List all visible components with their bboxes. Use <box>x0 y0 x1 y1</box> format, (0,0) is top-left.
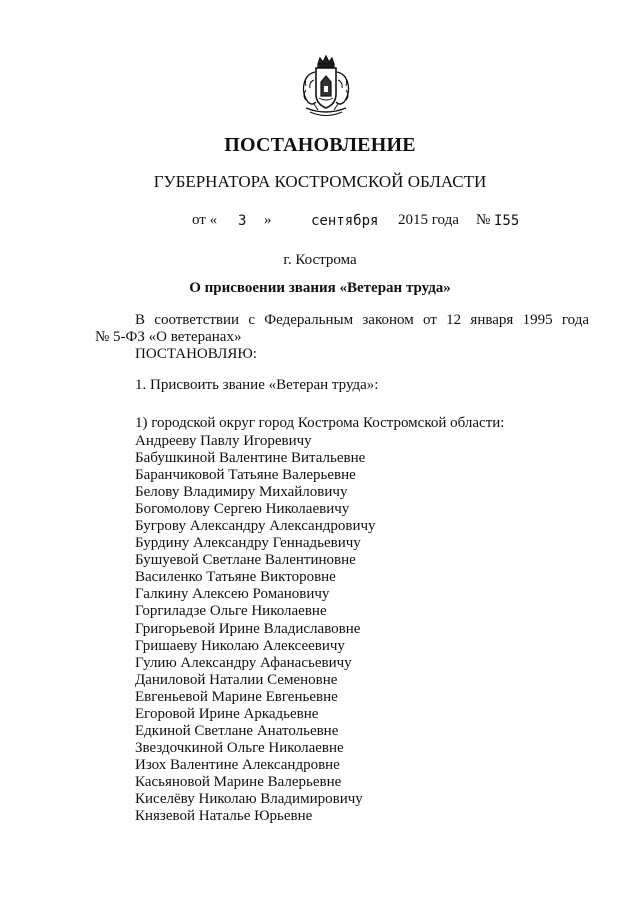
document-number: I55 <box>494 213 520 229</box>
coat-of-arms-icon <box>294 52 358 120</box>
list-item: Андрееву Павлу Игоревичу <box>135 433 312 449</box>
list-item: Даниловой Наталии Семеновне <box>135 671 338 688</box>
document-title: ПОСТАНОВЛЕНИЕ <box>224 134 416 156</box>
list-item: Евгеньевой Марине Евгеньевне <box>135 688 338 705</box>
list-item: Киселёву Николаю Владимировичу <box>135 790 363 807</box>
list-item: Белову Владимиру Михайловичу <box>135 484 348 501</box>
list-item: Галкину Алексею Романовичу <box>135 586 330 603</box>
list-item: Звездочкиной Ольге Николаевне <box>135 739 344 756</box>
number-sign: № <box>476 212 491 228</box>
list-item: Баранчиковой Татьяне Валерьевне <box>135 467 356 484</box>
document-city: г. Кострома <box>283 252 357 268</box>
list-item: Бугрову Александру Александровичу <box>135 518 376 535</box>
list-item: Гулию Александру Афанасьевичу <box>135 654 352 671</box>
preamble-line: № 5-ФЗ «О ветеранах» <box>95 329 242 345</box>
list-item: Егоровой Ирине Аркадьевне <box>135 705 319 722</box>
date-prefix: от « <box>192 212 218 228</box>
decree-item-1: 1. Присвоить звание «Ветеран труда»: <box>135 377 379 393</box>
list-item: Бурдину Александру Геннадьевичу <box>135 535 361 552</box>
list-item: Бушуевой Светлане Валентиновне <box>135 552 356 569</box>
list-item: Григорьевой Ирине Владиславовне <box>135 620 361 637</box>
document-heading: О присвоении звания «Ветеран труда» <box>189 280 451 296</box>
document-subtitle: ГУБЕРНАТОРА КОСТРОМСКОЙ ОБЛАСТИ <box>153 172 487 191</box>
preamble-line: В соответствии с Федеральным законом от 12 января 1995 года <box>135 312 589 328</box>
list-item: Едкиной Светлане Анатольевне <box>135 722 339 739</box>
list-item: Василенко Татьяне Викторовне <box>135 569 336 586</box>
list-item: Касьяновой Марине Валерьевне <box>135 773 342 790</box>
date-close-quote: » <box>264 212 272 228</box>
list-item: Князевой Наталье Юрьевне <box>135 808 313 825</box>
list-item: Бабушкиной Валентине Витальевне <box>135 450 366 467</box>
document-preamble <box>95 312 589 363</box>
list-item: Богомолову Сергею Николаевичу <box>135 501 350 518</box>
date-month: сентября <box>311 213 379 229</box>
list-item: Горгиладзе Ольге Николаевне <box>135 603 327 620</box>
document-dateline <box>0 212 640 234</box>
list-item: Гришаеву Николаю Алексеевичу <box>135 637 345 654</box>
list-item: Изох Валентине Александровне <box>135 756 340 773</box>
names-list <box>135 433 376 825</box>
date-year: 2015 года <box>398 212 459 228</box>
preamble-decree: ПОСТАНОВЛЯЮ: <box>135 346 257 362</box>
date-day: 3 <box>238 213 247 229</box>
district-heading: 1) городской округ город Кострома Костромской области: <box>135 415 505 431</box>
